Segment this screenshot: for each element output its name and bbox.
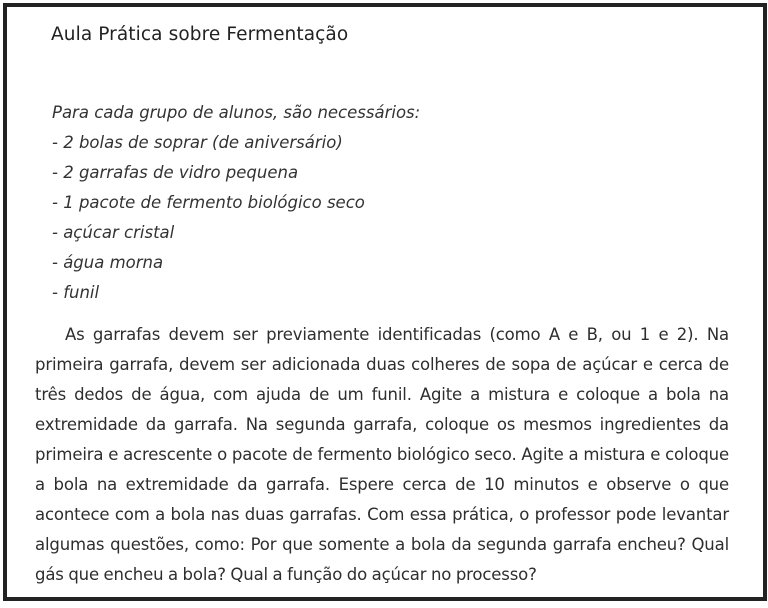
materials-item: - açúcar cristal: [52, 223, 175, 242]
document-frame: [3, 3, 767, 601]
document-title: Aula Prática sobre Fermentação: [51, 24, 349, 45]
materials-item: - 2 bolas de soprar (de aniversário): [52, 133, 343, 152]
materials-item: - 1 pacote de fermento biológico seco: [52, 193, 365, 212]
materials-list: [52, 98, 420, 308]
procedure-paragraph: As garrafas devem ser previamente identificadas (como A e B, ou 1 e 2). Na primeira garrafa, devem ser adicionada duas colheres de sopa de açúcar e cerca de três dedos de água, com ajuda de um funil. Agite a mistura e coloque a bola na extremidade da garrafa. Na segunda garrafa, coloque os mesmos ingredientes da primeira e acrescente o pacote de fermento biológico seco. Agite a mistura e coloque a bola na extremidade da garrafa. Espere cerca de 10 minutos e observe o que acontece com a bola nas duas garrafas. Com essa prática, o professor pode levantar algumas questões, como: Por que somente a bola da segunda garrafa encheu? Qual gás que encheu a bola? Qual a função do açúcar no processo?: [35, 325, 729, 584]
materials-item: - 2 garrafas de vidro pequena: [52, 163, 299, 182]
materials-intro: Para cada grupo de alunos, são necessários:: [52, 103, 421, 122]
materials-item: - água morna: [52, 253, 164, 272]
materials-item: - funil: [52, 283, 100, 302]
